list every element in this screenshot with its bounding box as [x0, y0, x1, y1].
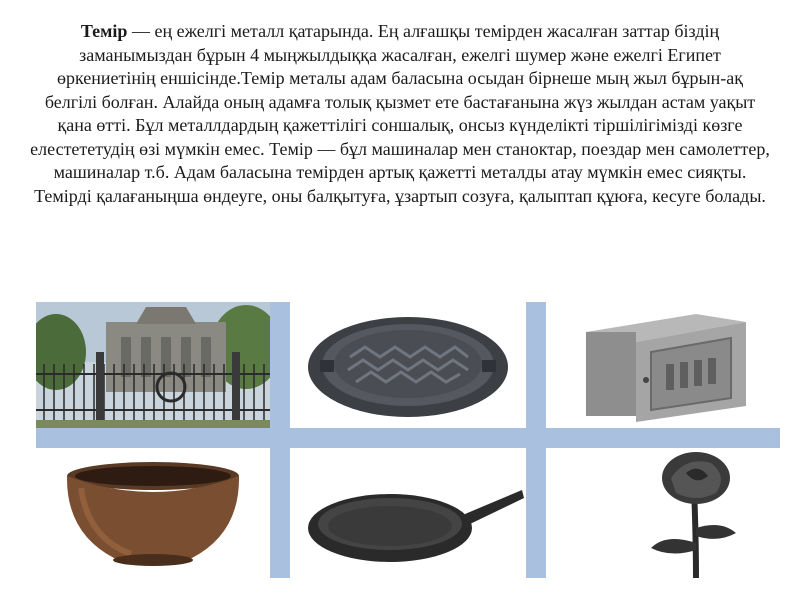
image-grid [36, 302, 780, 578]
text-body: — ең ежелгі металл қатарында. Ең алғашқы темірден жасалған заттар біздің заманымыздан бұрын 4 мыңжылдыққа жасалған, ежелгі шумер және ежелгі Египет өркениетінің еншісінде.Темір металы адам баласына осыдан бірнеше мың жыл бұрын-ақ белгілі болған. Алайда оның адамға толық қызмет ете бастағанына жүз жылдан астам уақыт қана өтті. Бұл металлдардың қажеттілігі соншалық, онсыз күнделікті тіршілігімізді көзге елестететудің өзі мүмкін емес. Темір — бұл машиналар мен станоктар, поездар мен самолеттер, машиналар т.б. Адам баласына темірден артық қажетті металды атау мүмкін емес сияқты. Темірді қалағаныңша өндеуге, оны балқытуға, ұзартып созуға, қалыптап құюға, кесуге болады. [30, 21, 770, 206]
stove-box-image [546, 302, 780, 428]
frying-pan-image [290, 448, 526, 578]
manhole-cover-image [290, 302, 526, 428]
text-title-word: Темір [80, 21, 128, 41]
forged-rose-image [546, 448, 780, 578]
iron-fence-image [36, 302, 270, 428]
cast-iron-pot-image [36, 448, 270, 578]
slide-text [30, 20, 770, 208]
